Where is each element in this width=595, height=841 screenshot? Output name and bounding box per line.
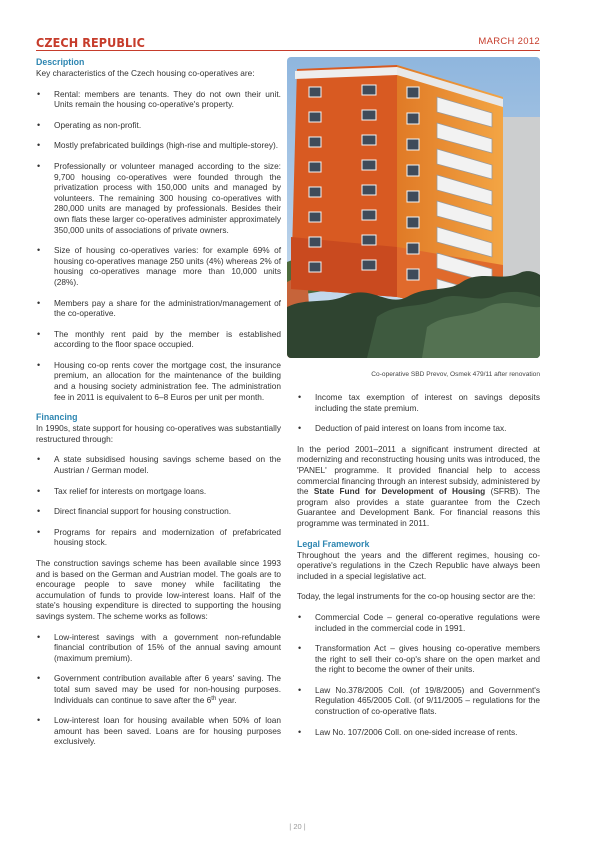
legal-instruments-paragraph: Today, the legal instruments for the co-op housing sector are the:	[297, 591, 536, 602]
financing-heading: Financing	[36, 412, 78, 423]
government-contribution-text: Government contribution available after 6 years' saving. The total sum saved may be used for non-housing purposes. Individuals can continue to save after the 6	[54, 673, 281, 705]
building-photo	[287, 57, 540, 358]
description-list	[36, 89, 281, 403]
list-item: • Tax relief for interests on mortgage loans.	[36, 486, 281, 497]
financing-list	[36, 454, 281, 548]
list-item: • Programs for repairs and modernization of prefabricated housing stock.	[36, 527, 281, 548]
list-item: • Income tax exemption of interest on savings deposits including the state premium.	[297, 392, 540, 413]
list-item: • Low-interest loan for housing available when 50% of loan amount has been saved. Loans are for housing purposes exclusively.	[36, 715, 281, 747]
issue-date: MARCH 2012	[478, 36, 540, 47]
list-item: • Size of housing co-operatives varies: for example 69% of housing co-operatives manage 250 units (4%) whereas 2% of housing co-operatives manage more than 10,000 units (28%).	[36, 245, 281, 287]
right-column	[297, 392, 540, 737]
description-heading: Description	[36, 57, 85, 67]
list-item: • Members pay a share for the administration/management of the co-operative.	[36, 298, 281, 319]
legal-intro: Throughout the years and the different regimes, housing co-operative's regulations in the Czech Republic have always been included in a special legislative act.	[297, 549, 540, 581]
list-item: • A state subsidised housing savings scheme based on the Austrian / German model.	[36, 454, 281, 475]
ordinal-suffix: th	[211, 695, 217, 702]
panel-programme-paragraph	[297, 444, 540, 529]
list-item: • Transformation Act – gives housing co-operative members the right to sell their co-op's share on the open market and the right to become the owner of their units.	[297, 643, 540, 675]
country-title: CZECH REPUBLIC	[36, 35, 145, 50]
state-fund-name: State Fund for Development of Housing	[313, 486, 486, 497]
list-item: • Low-interest savings with a government non-refundable financial contribution of 15% of the annual saving amount (maximum premium).	[36, 632, 281, 664]
list-item: • Operating as non-profit.	[36, 120, 281, 131]
financing-intro: In 1990s, state support for housing co-operatives was substantially restructured through:	[36, 423, 281, 444]
list-item: • Commercial Code – general co-operative regulations were included in the commercial code in 1991.	[297, 612, 540, 633]
list-item: • Housing co-op rents cover the mortgage cost, the insurance premium, an allocation for the maintenance of the building and a housing society administration fee. The administration fee in 2011 is equivalent to 6–8 Euros per unit per month.	[36, 360, 281, 402]
header-rule	[36, 50, 540, 51]
list-item	[36, 673, 281, 705]
photo-caption: Co-operative SBD Prevov, Osmek 479/11 after renovation	[371, 371, 540, 378]
list-item: • Law No.378/2005 Coll. (of 19/8/2005) and Government's Regulation 465/2005 Coll. (of 9/11/2005 – regulations for the construction of co-operative flats.	[297, 685, 540, 717]
page-header	[36, 35, 540, 49]
list-item: • Direct financial support for housing construction.	[36, 506, 281, 517]
list-item: • Deduction of paid interest on loans from income tax.	[297, 423, 540, 434]
list-item: • Mostly prefabricated buildings (high-rise and multiple-storey).	[36, 140, 281, 151]
savings-scheme-list	[36, 632, 281, 747]
panel-text-end: (SFRB). The program also provides a state guarantee from the Czech Guarantee and Development Bank. For financial reasons this programme was terminated in 2011.	[297, 486, 541, 528]
list-item: • Law No. 107/2006 Coll. on one-sided increase of rents.	[297, 727, 540, 738]
legal-list	[297, 612, 540, 737]
left-column	[36, 57, 281, 747]
list-item: • The monthly rent paid by the member is established according to the floor space occupied.	[36, 329, 281, 350]
tax-list	[297, 392, 540, 434]
legal-framework-heading: Legal Framework	[297, 538, 370, 549]
page-number: | 20 |	[289, 822, 306, 831]
savings-scheme-paragraph: The construction savings scheme has been available since 1993 and is based on the German and Austrian model. The goals are to encourage people to save money while facilitating the accumulation of funds to provide low-interest loans. Half of the state's housing expenditure is directed to supporting the housing savings system. The scheme works as follows:	[36, 558, 281, 621]
description-intro: Key characteristics of the Czech housing co-operatives are:	[36, 68, 255, 78]
panel-text: In the period 2001–2011 a significant instrument directed at modernizing and reconstructing housing units was introduced, the 'PANEL' programme. It provided financial help to access commercial financing through an interest subsidy, administered by the	[297, 443, 540, 497]
list-item: • Rental: members are tenants. They do not own their unit. Units remain the housing co-operative's property.	[36, 89, 281, 110]
government-contribution-end: year.	[216, 694, 237, 705]
list-item: • Professionally or volunteer managed according to the size: 9,700 housing co-operatives were founded through the privatization process with 150,000 units and managed by volunteers. The remaining 300 housing co-operatives with 280,000 units are managed by professionals. Besides their own flats these larger co-operatives administer approximately 350,000 units of associations of private owners.	[36, 161, 281, 235]
